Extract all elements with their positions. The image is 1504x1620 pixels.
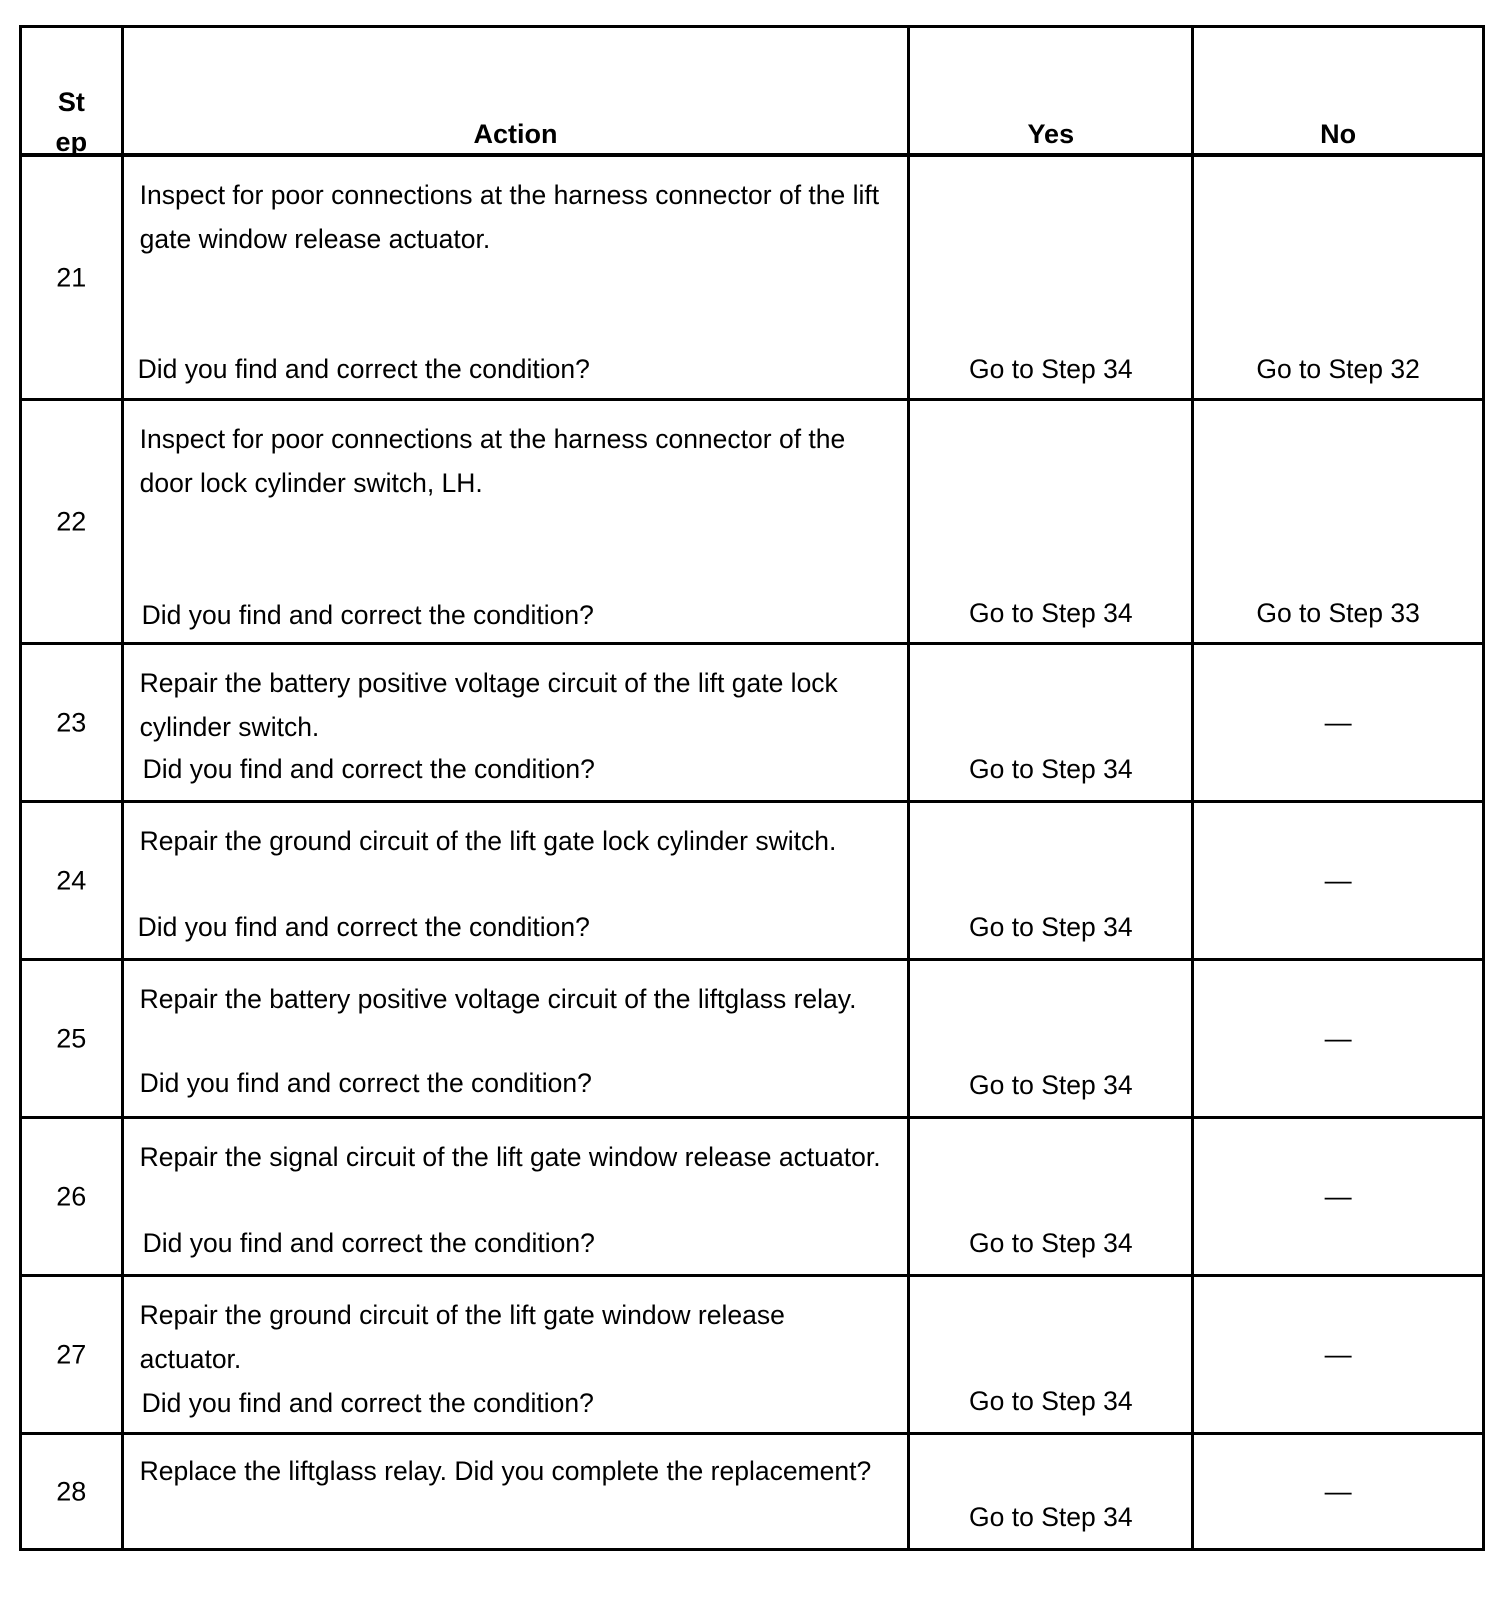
header-action-label: Action	[473, 119, 558, 149]
action-cell	[122, 155, 909, 400]
step-number: 24	[56, 865, 87, 895]
action-text: Inspect for poor connections at the harness connector of the door lock cylinder switch, LH.	[139, 424, 846, 498]
action-question: Did you find and correct the condition?	[137, 912, 590, 942]
action-question: Did you find and correct the condition?	[137, 354, 590, 384]
action-cell	[122, 644, 909, 802]
diagnostic-table	[19, 25, 1485, 1551]
yes-cell	[909, 1276, 1193, 1434]
step-cell	[21, 400, 123, 644]
step-number: 28	[56, 1476, 87, 1506]
no-cell	[1193, 1118, 1484, 1276]
no-cell	[1193, 155, 1484, 400]
table-row	[21, 400, 1484, 644]
action-question: Did you find and correct the condition?	[142, 754, 595, 784]
step-cell	[21, 155, 123, 400]
yes-link: Go to Step 34	[969, 1502, 1133, 1532]
step-number: 27	[56, 1339, 87, 1369]
step-number: 25	[56, 1023, 87, 1053]
no-dash: —	[1324, 865, 1352, 895]
header-yes	[909, 27, 1193, 156]
header-step-line1: St	[57, 87, 85, 117]
yes-link: Go to Step 34	[969, 912, 1133, 942]
yes-cell	[909, 400, 1193, 644]
no-dash: —	[1324, 707, 1352, 737]
no-cell	[1193, 1276, 1484, 1434]
no-link: Go to Step 33	[1256, 598, 1420, 628]
no-cell	[1193, 1434, 1484, 1550]
header-step	[21, 27, 123, 156]
table-row	[21, 802, 1484, 960]
table-row	[21, 960, 1484, 1118]
action-cell	[122, 1118, 909, 1276]
yes-link: Go to Step 34	[969, 598, 1133, 628]
yes-cell	[909, 644, 1193, 802]
yes-link: Go to Step 34	[969, 754, 1133, 784]
no-cell	[1193, 400, 1484, 644]
step-cell	[21, 644, 123, 802]
yes-link: Go to Step 34	[969, 1070, 1133, 1100]
step-number: 26	[56, 1181, 87, 1211]
step-number: 23	[56, 707, 87, 737]
yes-cell	[909, 960, 1193, 1118]
action-text: Repair the ground circuit of the lift gate lock cylinder switch.	[139, 826, 837, 856]
step-cell	[21, 960, 123, 1118]
action-text: Repair the ground circuit of the lift gate window release actuator.	[139, 1300, 785, 1374]
step-number: 22	[56, 506, 87, 536]
table-row	[21, 1118, 1484, 1276]
header-no	[1193, 27, 1484, 156]
action-text: Replace the liftglass relay. Did you complete the replacement?	[139, 1456, 872, 1486]
header-row	[21, 27, 1484, 156]
yes-link: Go to Step 34	[969, 1386, 1133, 1416]
header-action	[122, 27, 909, 156]
action-question: Did you find and correct the condition?	[142, 1228, 595, 1258]
step-cell	[21, 1118, 123, 1276]
no-dash: —	[1324, 1181, 1352, 1211]
no-cell	[1193, 802, 1484, 960]
no-dash: —	[1324, 1476, 1352, 1506]
yes-cell	[909, 802, 1193, 960]
table-row	[21, 1434, 1484, 1550]
header-yes-label: Yes	[1027, 119, 1075, 149]
no-cell	[1193, 644, 1484, 802]
no-cell	[1193, 960, 1484, 1118]
action-question: Did you find and correct the condition?	[141, 1388, 594, 1418]
header-no-label: No	[1320, 119, 1357, 149]
yes-cell	[909, 155, 1193, 400]
step-cell	[21, 802, 123, 960]
action-question: Did you find and correct the condition?	[139, 1068, 592, 1098]
action-cell	[122, 802, 909, 960]
no-dash: —	[1324, 1339, 1352, 1369]
action-cell	[122, 400, 909, 644]
action-cell	[122, 1276, 909, 1434]
action-question: Did you find and correct the condition?	[141, 600, 594, 630]
action-text: Repair the signal circuit of the lift gate window release actuator.	[139, 1142, 881, 1172]
yes-cell	[909, 1118, 1193, 1276]
action-cell	[122, 960, 909, 1118]
yes-link: Go to Step 34	[969, 354, 1133, 384]
table-row	[21, 1276, 1484, 1434]
header-step-line2: ep	[55, 127, 88, 157]
yes-link: Go to Step 34	[969, 1228, 1133, 1258]
yes-cell	[909, 1434, 1193, 1550]
no-link: Go to Step 32	[1256, 354, 1420, 384]
step-cell	[21, 1434, 123, 1550]
table-row	[21, 155, 1484, 400]
no-dash: —	[1324, 1023, 1352, 1053]
table-row	[21, 644, 1484, 802]
action-text: Inspect for poor connections at the harness connector of the lift gate window release actuator.	[139, 180, 880, 254]
step-cell	[21, 1276, 123, 1434]
action-cell	[122, 1434, 909, 1550]
step-number: 21	[56, 262, 87, 292]
action-text: Repair the battery positive voltage circuit of the lift gate lock cylinder switch.	[139, 668, 838, 742]
action-text: Repair the battery positive voltage circuit of the liftglass relay.	[139, 984, 857, 1014]
